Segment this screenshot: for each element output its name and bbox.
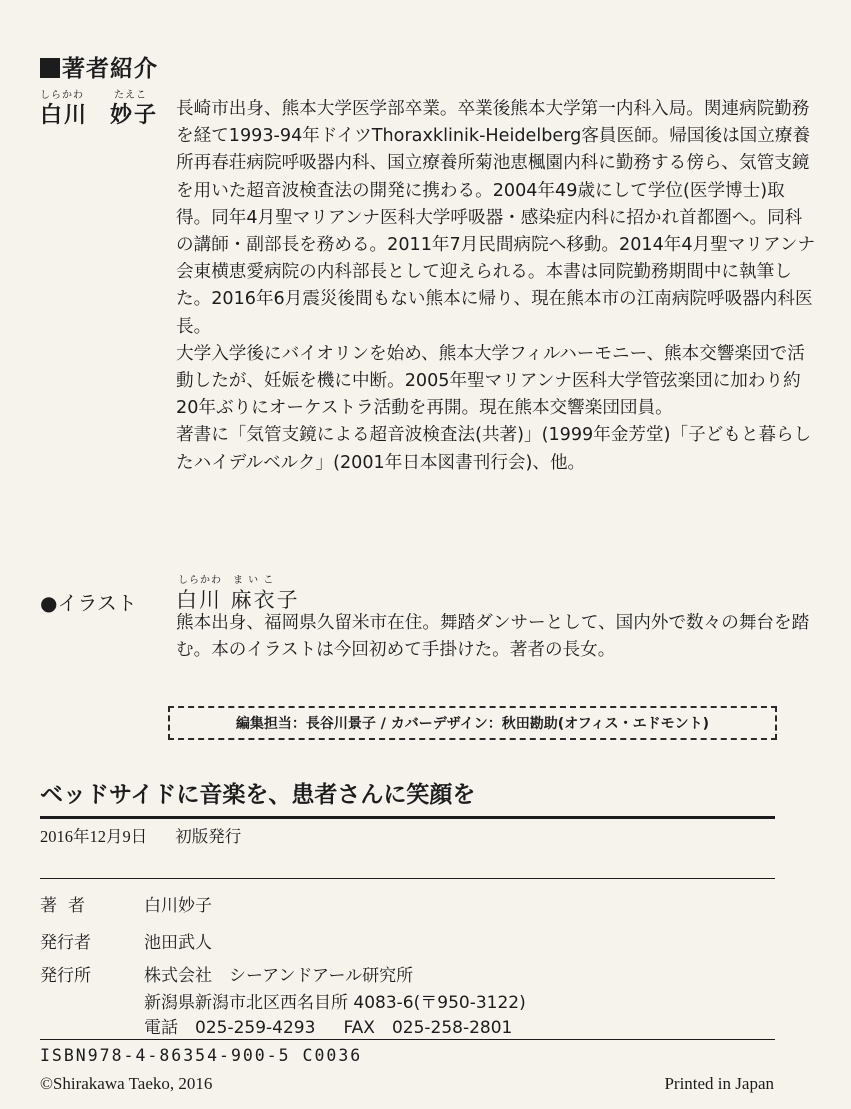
publication-date-line bbox=[40, 823, 241, 847]
author-bio bbox=[176, 96, 816, 477]
square-bullet-icon bbox=[40, 58, 60, 78]
author-bio-paragraph: 大学入学後にバイオリンを始め、熊本大学フィルハーモニー、熊本交響楽団で活動したが、妊娠を機に中断。2005年聖マリアンナ医科大学管弦楽団に加わり約20年ぶりにオーケストラ活動を再開。現在熊本交響楽団団員。 bbox=[176, 343, 805, 419]
isbn: ISBN978-4-86354-900-5 C0036 bbox=[40, 1046, 363, 1065]
author-name bbox=[40, 98, 158, 129]
printed-in-japan: Printed in Japan bbox=[664, 1074, 774, 1093]
author-name-family: 白川 bbox=[40, 103, 89, 128]
author-name-ruby-family: しらかわ bbox=[40, 90, 84, 101]
colophon-office-value: 株式会社 シーアンドアール研究所 bbox=[144, 966, 414, 986]
colophon-author-value: 白川妙子 bbox=[144, 896, 212, 916]
phone-number: 025-259-4293 bbox=[195, 1018, 316, 1038]
author-name-given: 妙子 bbox=[110, 103, 159, 128]
divider bbox=[40, 816, 775, 819]
author-section-heading bbox=[40, 50, 158, 83]
edition-label: 初版発行 bbox=[175, 827, 242, 846]
fax-number: 025-258-2801 bbox=[391, 1018, 513, 1038]
book-title: ベッドサイドに音楽を、患者さんに笑顔を bbox=[40, 782, 476, 808]
publication-date: 2016年12月9日 bbox=[40, 827, 148, 846]
credits-text: 編集担当：長谷川景子 / カバーデザイン：秋田勘助(オフィス・エドモント) bbox=[235, 716, 710, 732]
colophon-publisher-value: 池田武人 bbox=[144, 933, 212, 953]
office-address: 新潟県新潟市北区西名目所 4083-6(〒950-3122) bbox=[144, 993, 526, 1013]
phone-label: 電話 bbox=[144, 1018, 178, 1038]
illustrator-bio: 熊本出身、福岡県久留米市在住。舞踏ダンサーとして、国内外で数々の舞台を踏む。本のイラストは今回初めて手掛けた。著者の長女。 bbox=[176, 613, 810, 661]
colophon-author-row bbox=[40, 891, 212, 916]
illustrator-name: 白川 麻衣子 bbox=[176, 588, 300, 612]
illustrator-name-ruby: しらかわ ま い こ bbox=[178, 575, 275, 586]
colophon-author-label: 著者 bbox=[40, 896, 96, 916]
author-bio-paragraph: 著書に「気管支鏡による超音波検査法(共著)」(1999年金芳堂)「子どもと暮らしたハイデルベルク」(2001年日本図書刊行会)、他。 bbox=[176, 425, 812, 473]
credits-box bbox=[168, 706, 777, 740]
colophon-publisher-label: 発行者 bbox=[40, 933, 91, 953]
illustration-label: ●イラスト bbox=[40, 591, 137, 615]
author-bio-paragraph: 長崎市出身、熊本大学医学部卒業。卒業後熊本大学第一内科入局。関連病院勤務を経て1993-94年ドイツThoraxklinik-Heidelberg客員医師。帰国後は国立療養所再春荘病院呼吸器内科、国立療養所菊池恵楓園内科に勤務する傍ら、気管支鏡を用いた超音波検査法の開発に携わる。2004年49歳にして学位(医学博士)取得。同年4月聖マリアンナ医科大学呼吸器・感染症内科に招かれ首都圏へ。同科の講師・副部長を務める。2011年7月民間病院へ移動。2014年4月聖マリアンナ会東横恵愛病院の内科部長として迎えられる。本書は同院勤務期間中に執筆した。2016年6月震災後間もない熊本に帰り、現在熊本市の江南病院呼吸器内科医長。 bbox=[176, 99, 816, 337]
author-heading-text: 著者紹介 bbox=[62, 56, 158, 82]
author-name-ruby-given: たえこ bbox=[114, 90, 147, 101]
office-phone-line bbox=[144, 1013, 512, 1038]
colophon-office-row bbox=[40, 961, 413, 986]
colophon-publisher-row bbox=[40, 928, 212, 953]
divider bbox=[40, 1039, 775, 1040]
colophon-office-label: 発行所 bbox=[40, 966, 91, 986]
fax-label: FAX bbox=[343, 1018, 375, 1038]
copyright: ©Shirakawa Taeko, 2016 bbox=[40, 1074, 213, 1093]
divider bbox=[40, 878, 775, 879]
